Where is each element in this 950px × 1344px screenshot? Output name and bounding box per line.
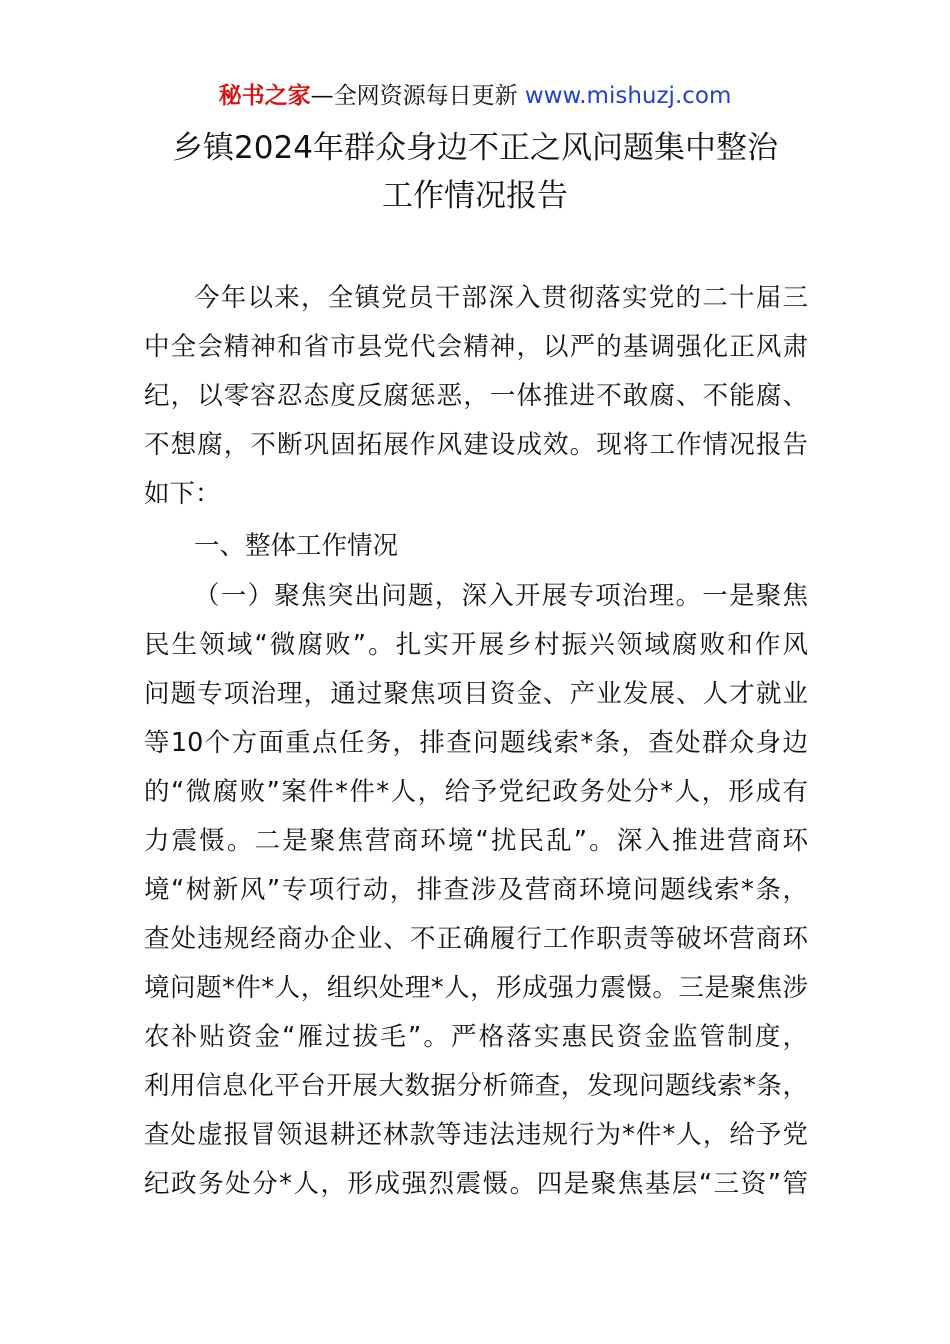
site-brand: 秘书之家 [218, 83, 311, 109]
document-title-line-2: 工作情况报告 [382, 178, 568, 214]
body-text-line: 等10个方面重点任务，排查问题线索*条，查处群众身边 [144, 728, 808, 758]
site-url-link[interactable]: www.mishuzj.com [517, 83, 732, 109]
body-text-line: 力震慑。二是聚焦营商环境“扰民乱”。深入推进营商环 [144, 826, 808, 856]
body-text-line: 农补贴资金“雁过拔毛”。严格落实惠民资金监管制度， [144, 1022, 808, 1052]
body-text-line: 纪，以零容忍态度反腐惩恶，一体推进不敢腐、不能腐、 [144, 381, 808, 411]
body-text-line: 境“树新风”专项行动，排查涉及营商环境问题线索*条， [144, 875, 808, 905]
body-text-line: 民生领域“微腐败”。扎实开展乡村振兴领域腐败和作风 [144, 630, 808, 660]
site-tagline: —全网资源每日更新 [310, 83, 518, 109]
document-title-line-1: 乡镇2024年群众身边不正之风问题集中整治 [172, 130, 778, 166]
site-header [0, 80, 950, 112]
body-text-line: 今年以来，全镇党员干部深入贯彻落实党的二十届三 [194, 283, 808, 313]
body-text-line: 中全会精神和省市县党代会精神，以严的基调强化正风肃 [144, 332, 808, 362]
section-heading: 一、整体工作情况 [194, 531, 399, 561]
body-text-line: 不想腐，不断巩固拓展作风建设成效。现将工作情况报告 [144, 430, 808, 460]
body-text-line: 纪政务处分*人，形成强烈震慑。四是聚焦基层“三资”管 [144, 1169, 808, 1199]
body-text-line: 利用信息化平台开展大数据分析筛查，发现问题线索*条， [144, 1071, 808, 1101]
body-text-line: 如下： [144, 479, 221, 509]
body-text-line: 的“微腐败”案件*件*人，给予党纪政务处分*人，形成有 [144, 777, 808, 807]
body-text-line: 查处违规经商办企业、不正确履行工作职责等破坏营商环 [144, 924, 808, 954]
body-text-line: （一）聚焦突出问题，深入开展专项治理。一是聚焦 [194, 581, 808, 611]
body-text-line: 问题专项治理，通过聚焦项目资金、产业发展、人才就业 [144, 679, 808, 709]
body-text-line: 查处虚报冒领退耕还林款等违法违规行为*件*人，给予党 [144, 1120, 808, 1150]
body-text-line: 境问题*件*人，组织处理*人，形成强力震慑。三是聚焦涉 [144, 973, 808, 1003]
